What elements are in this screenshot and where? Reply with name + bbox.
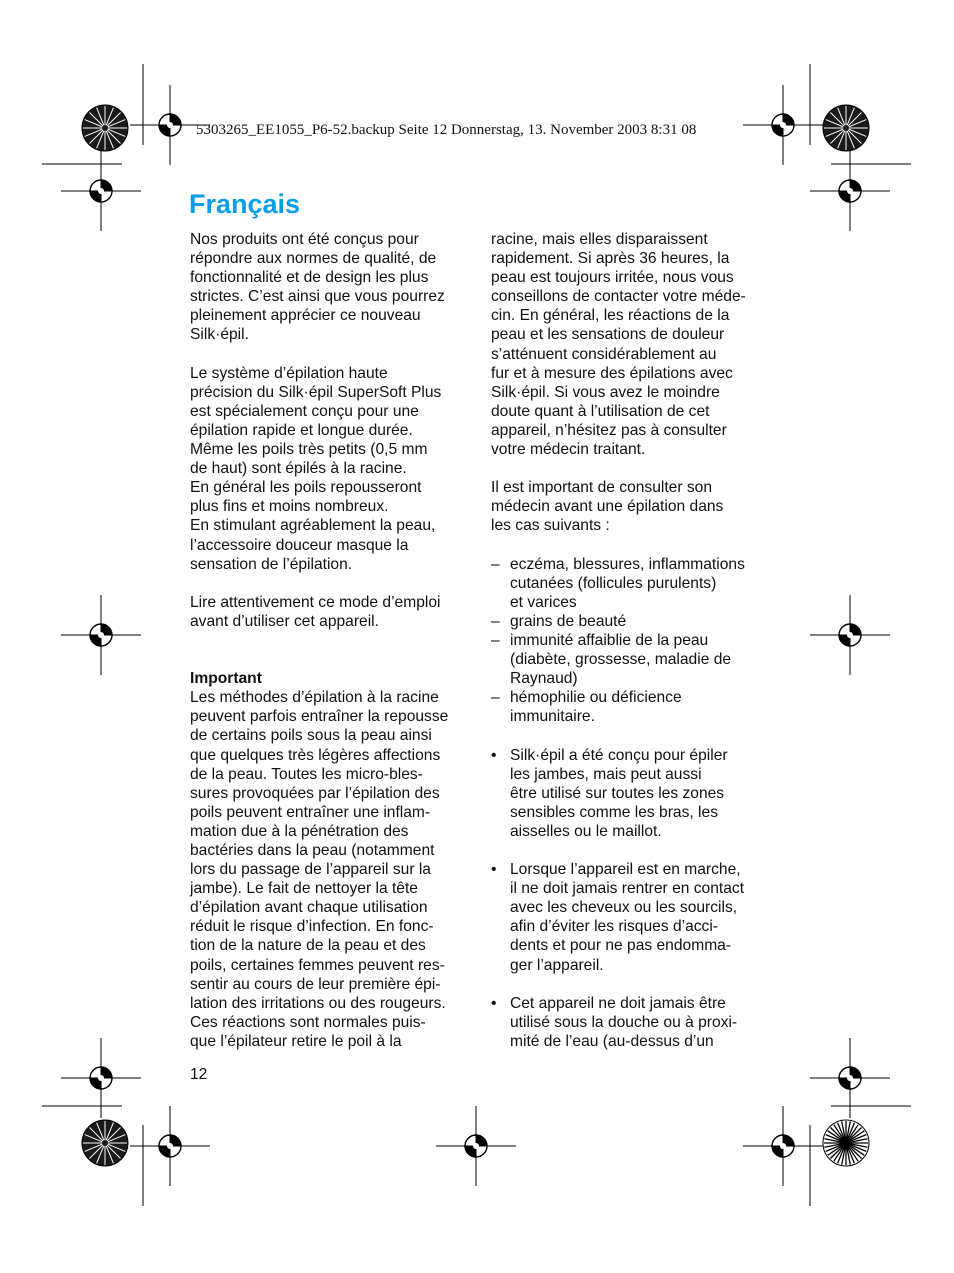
text-line: votre médecin traitant. [491,441,646,459]
text-line: s’atténuent considérablement au [491,345,717,363]
page-number: 12 [190,1066,208,1083]
system-paragraph [190,364,475,574]
text-line: racine, mais elles disparaissent [491,231,708,248]
text-line: immunité affaiblie de la peau [510,631,709,649]
text-line: bactéries dans la peau (notamment [190,842,435,859]
text-line: doute quant à l’utilisation de cet [491,402,710,420]
text-line: réduit le risque d’infection. En fonc- [190,918,434,936]
text-line: de certains poils sous la peau ainsi [190,727,432,745]
text-line: que quelques très légères affections [190,746,441,764]
bullet-list-item [491,746,776,841]
text-line: d’épilation avant chaque utilisation [190,899,428,917]
text-line: Nos produits ont été conçus pour [190,231,419,248]
text-line: sensibles comme les bras, les [510,803,718,821]
text-line: être utilisé sur toutes les zones [510,784,725,802]
text-line: Cet appareil ne doit jamais être [510,994,726,1012]
text-line: En stimulant agréablement la peau, [190,517,436,535]
text-line: pleinement apprécier ce nouveau [190,307,421,325]
text-line: immunitaire. [510,708,595,726]
text-line: rapidement. Si après 36 heures, la [491,250,730,268]
text-line: sures provoquées par l’épilation des [190,784,440,802]
consult-doctor-paragraph [491,478,776,535]
text-line: de haut) sont épilés à la racine. [190,460,407,478]
dash-list-item [491,631,776,688]
bullet-list-item [491,994,776,1051]
dash-list-item [491,688,776,726]
text-line: conseillons de contacter votre méde- [491,288,746,306]
text-line: les jambes, mais peut aussi [510,765,702,783]
text-line: Il est important de consulter son [491,479,713,497]
text-line: cutanées (follicules purulents) [510,574,717,592]
text-line: Le système d’épilation haute [190,364,388,382]
text-line: Silk·épil. [190,326,249,344]
read-instructions-paragraph [190,593,475,631]
print-slug-header: 5303265_EE1055_P6-52.backup Seite 12 Donnerstag, 13. November 2003 8:31 08 [196,122,697,138]
text-line: fonctionnalité et de design les plus [190,269,429,287]
text-line: appareil, n’hésitez pas à consulter [491,421,727,439]
text-line: Les méthodes d’épilation à la racine [190,689,439,707]
dash-list-item [491,612,776,631]
text-line: avant d’utiliser cet appareil. [190,612,379,630]
text-line: strictes. C’est ainsi que vous pourrez [190,288,445,306]
text-line: Lire attentivement ce mode d’emploi [190,593,441,611]
important-heading: Important [190,670,262,688]
text-line: aisselles ou le maillot. [510,822,662,840]
text-line: utilisé sous la douche ou à proxi- [510,1013,738,1031]
text-line: peau et les sensations de douleur [491,326,725,344]
dash-marker: – [491,631,500,649]
text-line: tion de la nature de la peau et des [190,937,426,955]
text-line: poils, certaines femmes peuvent res- [190,956,445,974]
continuation-paragraph [491,230,776,459]
text-line: de la peau. Toutes les micro-bles- [190,765,423,783]
text-line: fur et à mesure des épilations avec [491,364,733,382]
text-line: plus fins et moins nombreux. [190,498,389,516]
bullet-marker: • [491,994,497,1012]
text-line: épilation rapide et longue durée. [190,421,413,439]
intro-paragraph [190,230,475,345]
page-title: Français [189,189,301,219]
text-line: grains de beauté [510,612,627,630]
text-line: l’accessoire douceur masque la [190,536,409,554]
text-line: sentir au cours de leur première épi- [190,975,441,993]
text-line: et varices [510,593,577,611]
text-line: répondre aux normes de qualité, de [190,250,437,268]
text-line: mation due à la pénétration des [190,822,409,840]
text-line: mité de l’eau (au-dessus d’un [510,1032,714,1050]
right-column [491,230,776,1051]
bullet-list-item [491,860,776,975]
text-line: Lorsque l’appareil est en marche, [510,861,741,879]
text-line: (diabète, grossesse, maladie de [510,651,732,669]
text-line: Silk·épil. Si vous avez le moindre [491,383,720,401]
text-line: sensation de l’épilation. [190,555,353,573]
text-line: hémophilie ou déficience [510,689,682,707]
text-line: les cas suivants : [491,517,610,535]
text-line: dents et pour ne pas endomma- [510,937,732,955]
text-line: jambe). Le fait de nettoyer la tête [190,880,418,898]
text-line: lors du passage de l’appareil sur la [190,861,431,879]
text-line: peau est toujours irritée, nous vous [491,269,734,287]
text-line: cin. En général, les réactions de la [491,307,730,325]
text-line: eczéma, blessures, inflammations [510,555,745,573]
bullet-marker: • [491,861,497,879]
text-line: précision du Silk·épil SuperSoft Plus [190,383,442,401]
important-paragraph [190,688,475,1051]
dash-marker: – [491,689,500,707]
dash-list-item [491,555,776,612]
text-line: Silk·épil a été conçu pour épiler [510,746,728,764]
left-column [190,230,475,1051]
text-line: est spécialement conçu pour une [190,402,419,420]
text-line: peuvent parfois entraîner la repousse [190,708,449,726]
bullet-marker: • [491,746,497,764]
text-line: que l’épilateur retire le poil à la [190,1032,402,1050]
text-line: Même les poils très petits (0,5 mm [190,441,428,459]
text-line: il ne doit jamais rentrer en contact [510,880,745,898]
text-line: afin d’éviter les risques d’acci- [510,918,719,936]
text-line: poils peuvent entraîner une inflam- [190,803,431,821]
dash-marker: – [491,555,500,573]
dash-marker: – [491,612,500,630]
text-line: avec les cheveux ou les sourcils, [510,899,738,917]
text-line: Raynaud) [510,670,578,688]
text-line: ger l’appareil. [510,956,604,974]
text-line: Ces réactions sont normales puis- [190,1013,426,1031]
text-line: lation des irritations ou des rougeurs. [190,994,446,1012]
text-line: médecin avant une épilation dans [491,498,724,516]
text-line: En général les poils repousseront [190,479,422,497]
